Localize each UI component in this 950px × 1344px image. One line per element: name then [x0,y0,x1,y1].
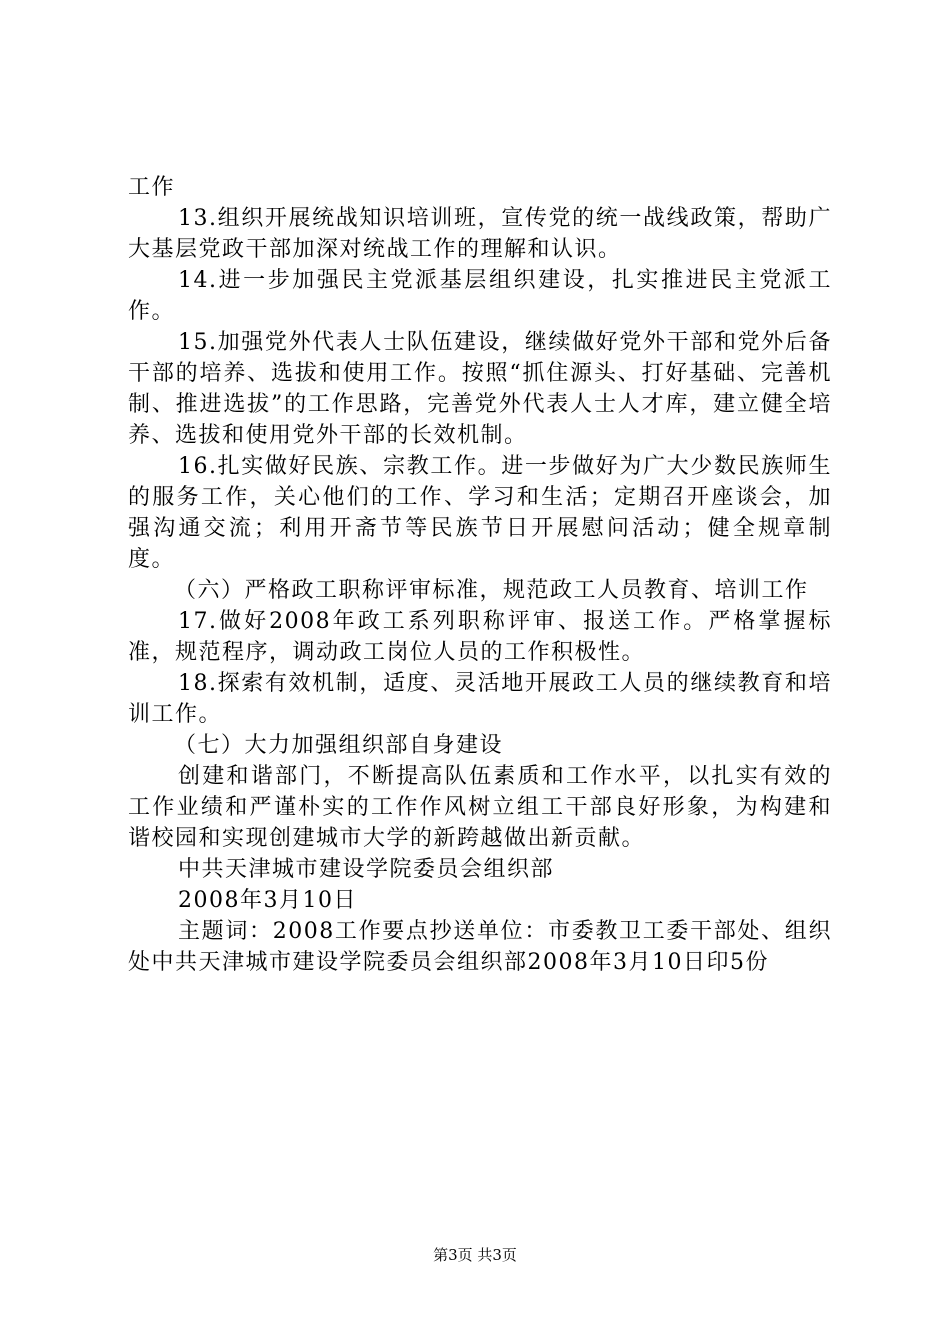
paragraph-2: 14.进一步加强民主党派基层组织建设，扎实推进民主党派工作。 [128,268,832,324]
signature-date: 2008年3月10日 [178,888,357,913]
signature-organization: 中共天津城市建设学院委员会组织部 [178,857,555,882]
paragraph-9: 创建和谐部门，不断提高队伍素质和工作水平，以扎实有效的工作业绩和严谨朴实的工作作风树立组工干部良好形象，为构建和谐校园和实现创建城市大学的新跨越做出新贡献。 [128,764,832,851]
document-body [128,172,832,978]
paragraph-0: 工作 [128,175,176,200]
paragraph-4: 16.扎实做好民族、宗教工作。进一步做好为广大少数民族师生的服务工作，关心他们的工作、学习和生活；定期召开座谈会，加强沟通交流；利用开斋节等民族节日开展慰问活动；健全规章制度。 [128,454,832,572]
subject-terms: 主题词：2008工作要点抄送单位：市委教卫工委干部处、组织处中共天津城市建设学院委员会组织部2008年3月10日印5份 [128,919,832,975]
paragraph-6: 17.做好2008年政工系列职称评审、报送工作。严格掌握标准，规范程序，调动政工岗位人员的工作积极性。 [128,609,832,665]
section-heading-7: （七）大力加强组织部自身建设 [174,733,504,758]
paragraph-3: 15.加强党外代表人士队伍建设，继续做好党外干部和党外后备干部的培养、选拔和使用工作。按照“抓住源头、打好基础、完善机制、推进选拔”的工作思路，完善党外代表人士人才库，建立健全培养、选拔和使用党外干部的长效机制。 [128,330,832,448]
section-heading-6: （六）严格政工职称评审标准，规范政工人员教育、培训工作 [174,578,809,603]
page-footer: 第3页 共3页 [433,1246,517,1264]
paragraph-1: 13.组织开展统战知识培训班，宣传党的统一战线政策，帮助广大基层党政干部加深对统战工作的理解和认识。 [128,206,832,262]
paragraph-7: 18.探索有效机制，适度、灵活地开展政工人员的继续教育和培训工作。 [128,671,832,727]
